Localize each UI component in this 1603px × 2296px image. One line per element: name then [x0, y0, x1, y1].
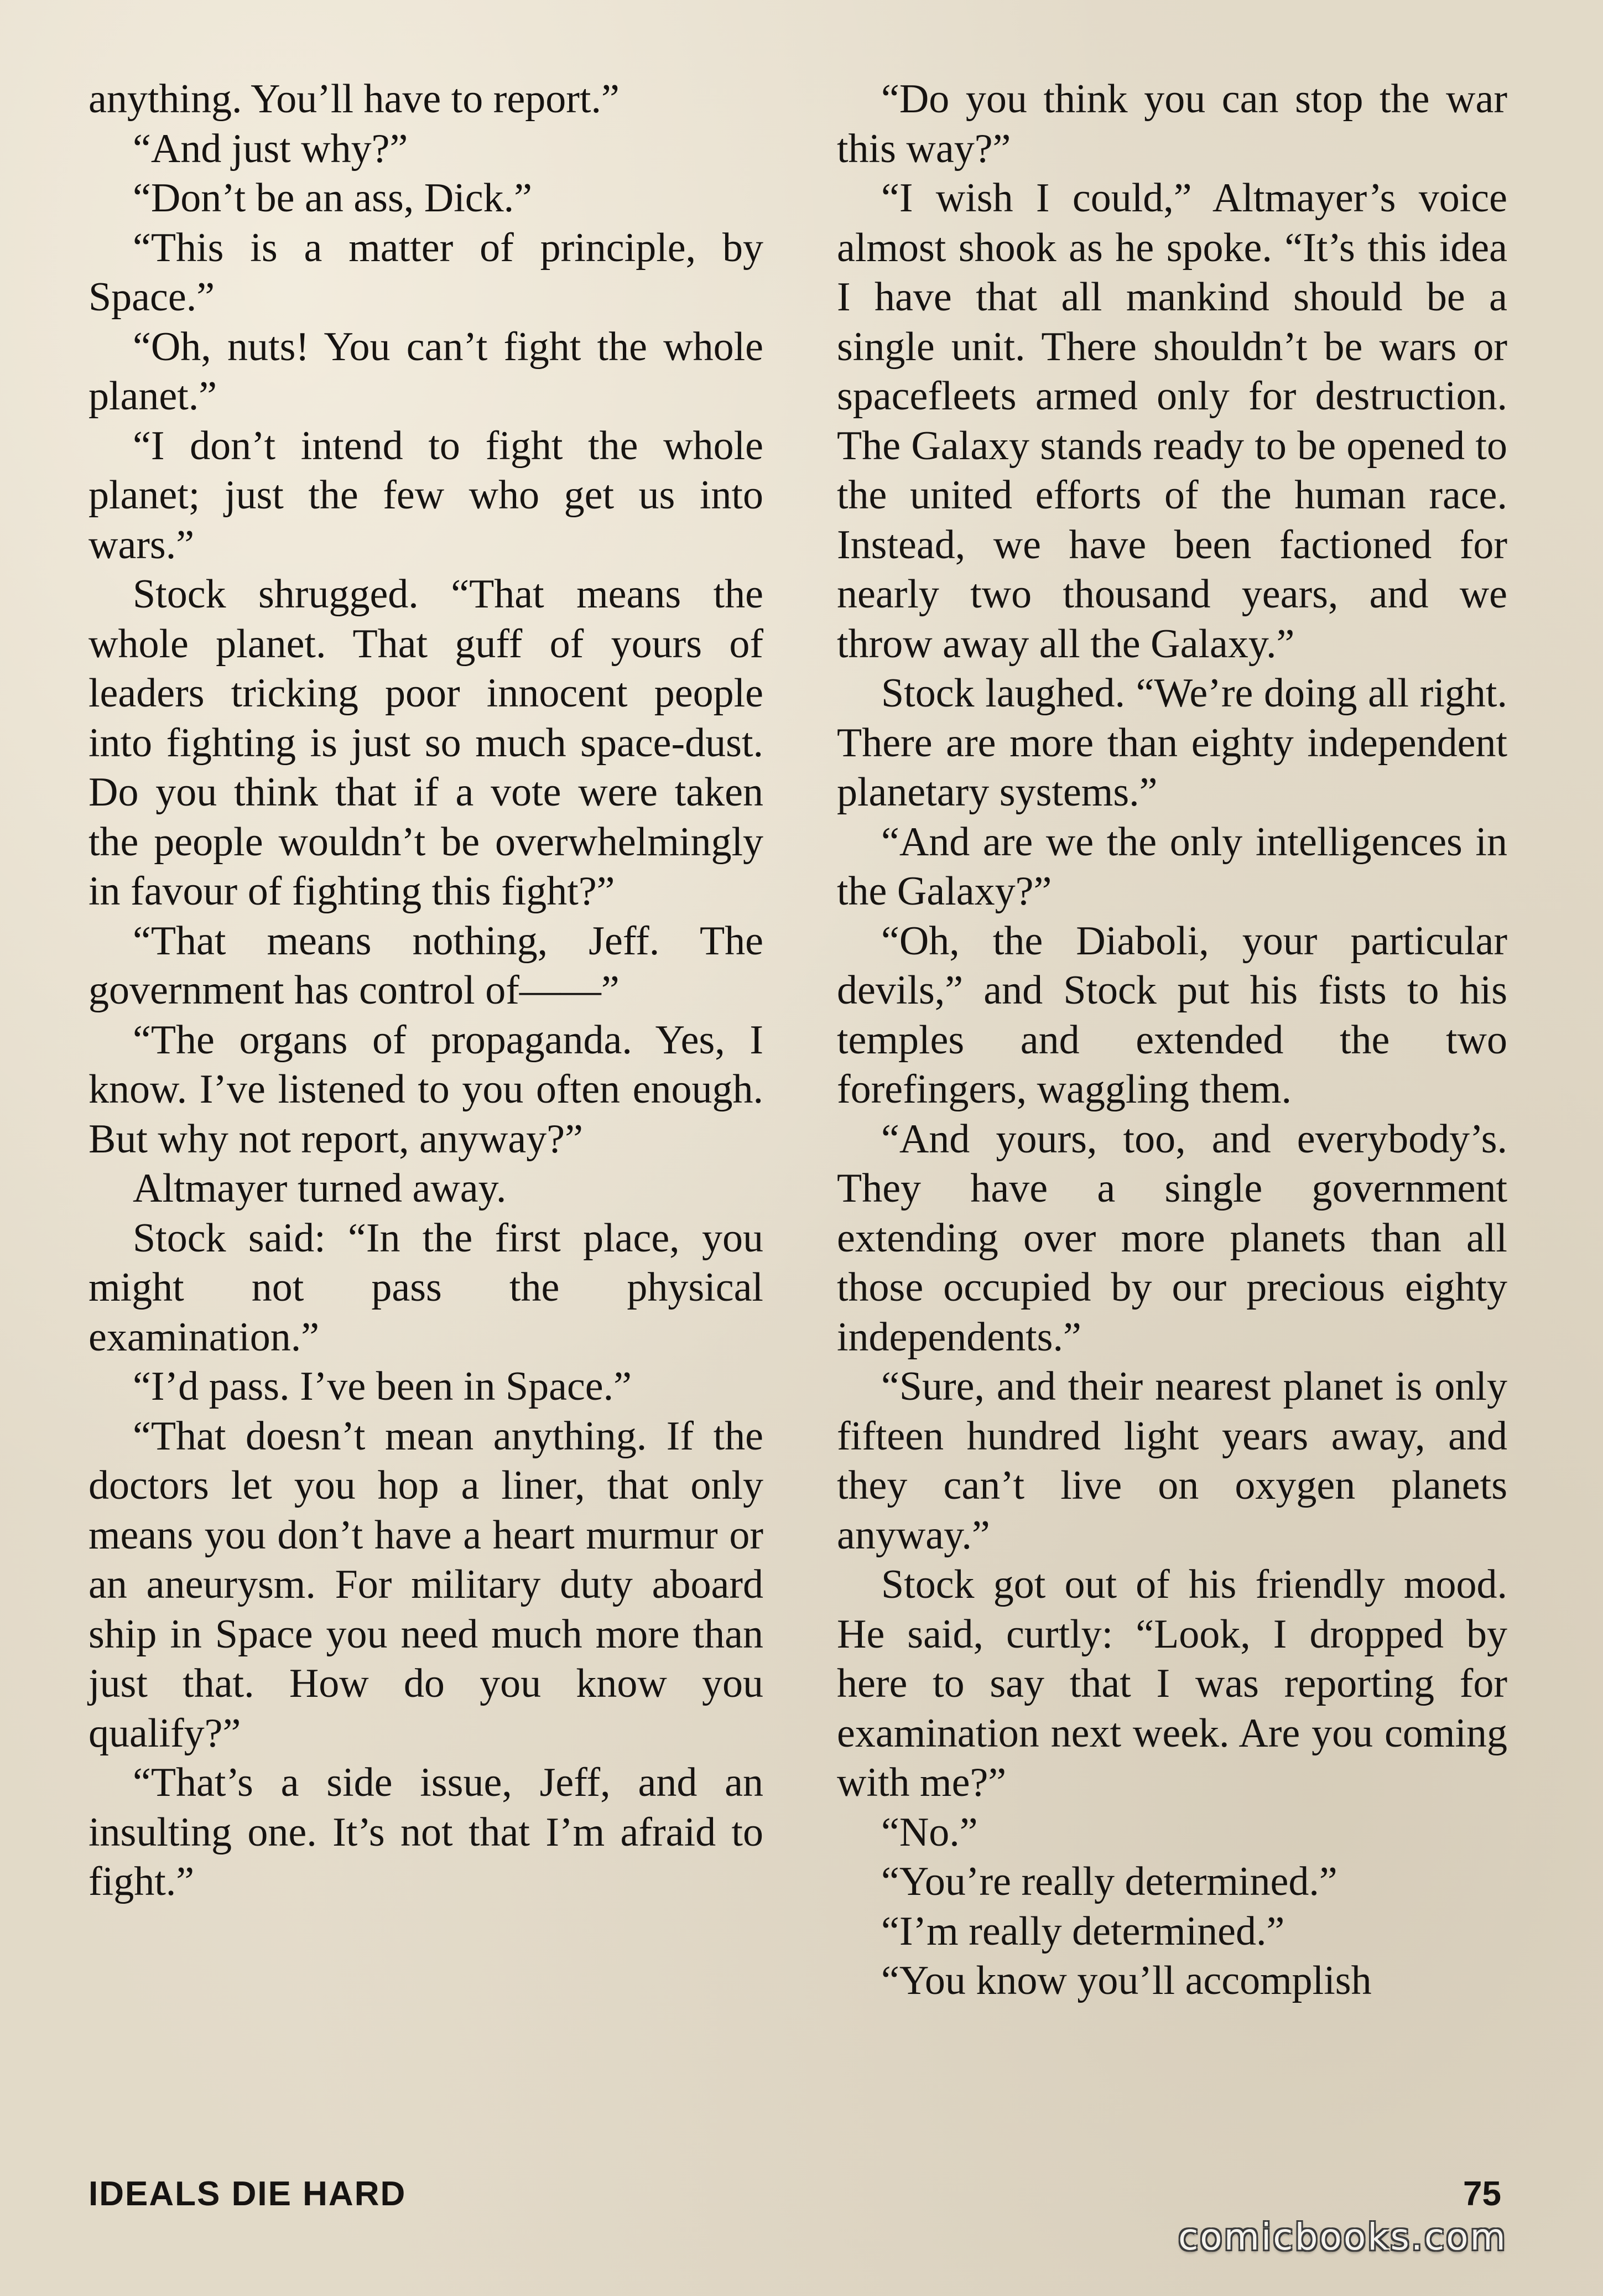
- paragraph: “This is a matter of principle, by Space.”: [89, 225, 763, 320]
- paragraph: Stock shrugged. “That means the whole planet. That guff of yours of leaders tricking poor innocent people into fighting is just so much space-dust. Do you think that if a vote were taken the people wouldn’t be overwhelmingly in favour of fighting this fight?”: [89, 572, 763, 914]
- paragraph: “That doesn’t mean anything. If the doctors let you hop a liner, that only means you don’t have a heart murmur or an aneurysm. For military duty aboard ship in Space you need much more than just that. How do you know you qualify?”: [89, 1413, 763, 1756]
- paragraph: “You know you’ll accomplish: [881, 1958, 1372, 2003]
- paragraph: “The organs of propaganda. Yes, I know. I’ve listened to you often enough. But why not report, anyway?”: [89, 1017, 763, 1162]
- paragraph: “Do you think you can stop the war this way?”: [837, 76, 1507, 172]
- paragraph: “No.”: [881, 1809, 978, 1855]
- paragraph: Stock laughed. “We’re doing all right. There are more than eighty independent planetary systems.”: [837, 671, 1507, 815]
- page-number: 75: [1463, 2175, 1501, 2213]
- paragraph: Stock got out of his friendly mood. He said, curtly: “Look, I dropped by here to say that I was reporting for examination next week. Are you coming with me?”: [837, 1562, 1507, 1805]
- paragraph: “I wish I could,” Altmayer’s voice almost shook as he spoke. “It’s this idea I have that all mankind should be a single unit. There shouldn’t be wars or spacefleets armed only for destruction. The Galaxy stands ready to be opened to the united efforts of the human race. Instead, we have been factioned for nearly two thousand years, and we throw away all the Galaxy.”: [837, 175, 1507, 667]
- paragraph: “And just why?”: [133, 126, 408, 172]
- paragraph: “And yours, too, and everybody’s. They have a single government extending over more planets than all those occupied by our precious eighty independents.”: [837, 1116, 1507, 1360]
- paragraph: “Oh, nuts! You can’t fight the whole planet.”: [89, 324, 763, 419]
- paragraph: “That’s a side issue, Jeff, and an insulting one. It’s not that I’m afraid to fight.”: [89, 1760, 763, 1904]
- paragraph: “And are we the only intelligences in the Galaxy?”: [837, 819, 1507, 914]
- paragraph: Stock said: “In the first place, you might not pass the physical examination.”: [89, 1215, 763, 1360]
- paragraph: “I’d pass. I’ve been in Space.”: [133, 1364, 632, 1409]
- paragraph: “Don’t be an ass, Dick.”: [133, 175, 532, 221]
- left-text-column: [89, 75, 763, 1907]
- right-text-column: [837, 75, 1507, 2006]
- paragraph: “I’m really determined.”: [881, 1908, 1285, 1954]
- paragraph: “That means nothing, Jeff. The government has control of——”: [89, 918, 763, 1013]
- paragraph: “Sure, and their nearest planet is only fifteen hundred light years away, and they can’t live on oxygen planets anyway.”: [837, 1364, 1507, 1558]
- paragraph: “Oh, the Diaboli, your particular devils,” and Stock put his fists to his temples and extended the two forefingers, waggling them.: [837, 918, 1507, 1112]
- paragraph: anything. You’ll have to report.”: [89, 76, 620, 122]
- paragraph: Altmayer turned away.: [133, 1166, 507, 1211]
- paragraph: “You’re really determined.”: [881, 1859, 1337, 1904]
- running-title: IDEALS DIE HARD: [89, 2175, 407, 2213]
- paragraph: “I don’t intend to fight the whole planet; just the few who get us into wars.”: [89, 423, 763, 568]
- watermark: comicbooks.com: [1178, 2216, 1507, 2258]
